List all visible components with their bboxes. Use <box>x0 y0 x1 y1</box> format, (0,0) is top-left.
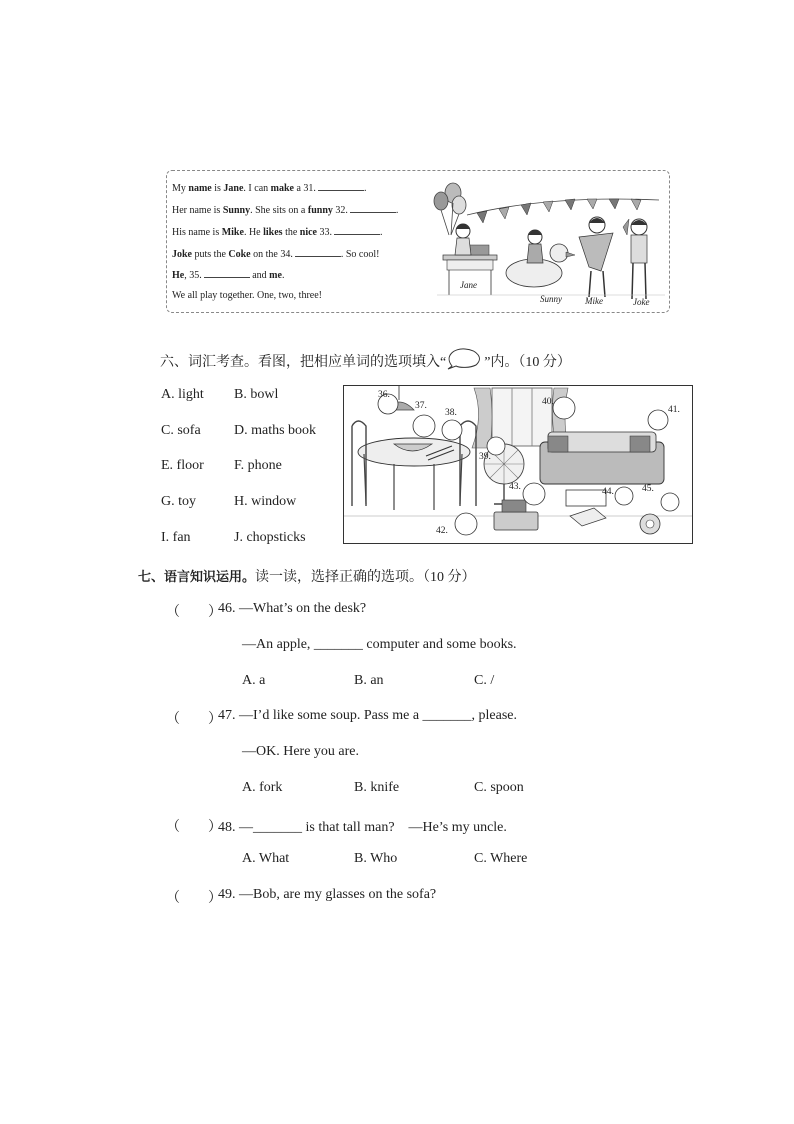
reading-line <box>172 290 322 302</box>
bold-word: Sunny <box>222 205 251 216</box>
reading-line <box>172 247 379 261</box>
pic-number-41: 41. <box>668 405 680 415</box>
reading-box <box>166 170 670 313</box>
name-label-jane: Jane <box>460 280 477 290</box>
bold-word: nice <box>299 227 317 238</box>
pic-number-42: 42. <box>436 526 448 536</box>
text-run: puts the <box>192 249 229 260</box>
question-46-line2: —An apple, _______ computer and some books. <box>242 637 517 652</box>
text-run: the <box>282 227 300 238</box>
bold-word: make <box>270 183 294 194</box>
pic-number-37: 37. <box>415 401 427 411</box>
option-d: D. maths book <box>234 423 317 438</box>
name-label-sunny: Sunny <box>540 294 562 304</box>
text-run: . She sits on a <box>250 205 308 216</box>
question-48-line1: 48. —_______ is that tall man? —He’s my uncle. <box>218 820 507 835</box>
reading-line <box>172 225 383 239</box>
bold-word: Coke <box>228 249 251 260</box>
answer-paren-47[interactable]: （ ） <box>166 712 222 727</box>
question-47-line1: 47. —I’d like some soup. Pass me a _______, please. <box>218 708 518 723</box>
room-illustration <box>344 386 692 543</box>
bold-word: Joke <box>172 249 192 260</box>
text-run: . I can <box>243 183 271 194</box>
text-run: 33. <box>317 227 332 238</box>
speech-bubble-icon <box>446 348 484 370</box>
text-run: , 35. <box>184 270 202 281</box>
pic-number-43: 43. <box>509 482 521 492</box>
option-g: G. toy <box>161 494 196 509</box>
question-49-line1: 49. —Bob, are my glasses on the sofa? <box>218 887 437 902</box>
question-47-choice-b: B. knife <box>354 780 400 795</box>
text-run: . <box>281 270 285 281</box>
text-run: . <box>395 205 399 216</box>
name-label-joke: Joke <box>633 297 650 307</box>
bold-word: He <box>172 270 185 281</box>
question-48-choice-b: B. Who <box>354 851 398 866</box>
text-run: on the 34. <box>250 249 293 260</box>
bold-word: name <box>188 183 212 194</box>
question-48-choice-c: C. Where <box>474 851 528 866</box>
pic-number-44: 44. <box>602 487 614 497</box>
bold-word: funny <box>307 205 333 216</box>
section-7-title-rest: 读一读，选择正确的选项。（10 分） <box>255 570 476 585</box>
text-run: . So cool! <box>340 249 380 260</box>
answer-blank[interactable] <box>350 203 396 213</box>
answer-paren-49[interactable]: （ ） <box>166 891 222 906</box>
text-run: My <box>172 183 189 194</box>
question-48-choice-a: A. What <box>242 851 290 866</box>
pic-number-40: 40. <box>542 397 554 407</box>
text-run: is <box>211 183 224 194</box>
room-picture <box>343 385 693 544</box>
text-run: Her name is <box>172 205 223 216</box>
question-46-choice-b: B. an <box>354 673 384 688</box>
pic-number-39: 39. <box>479 452 491 462</box>
question-46-choice-a: A. a <box>242 673 266 688</box>
text-run: . <box>380 227 383 238</box>
question-46-choice-c: C. / <box>474 673 495 688</box>
option-i: I. fan <box>161 530 191 545</box>
pic-number-36: 36. <box>378 390 390 400</box>
section-6-title-post: ”内。（10 分） <box>484 355 571 370</box>
option-e: E. floor <box>161 458 204 473</box>
answer-paren-46[interactable]: （ ） <box>166 605 222 620</box>
section-6-title-pre: 六、词汇考查。看图，把相应单词的选项填入“ <box>160 355 447 370</box>
text-run: We all play together. One, two, three! <box>172 290 322 301</box>
question-47-line2: —OK. Here you are. <box>242 744 360 759</box>
question-46-line1: 46. —What’s on the desk? <box>218 601 367 616</box>
text-run: . <box>363 183 367 194</box>
question-47-choice-a: A. fork <box>242 780 283 795</box>
bold-word: likes <box>263 227 283 238</box>
option-a: A. light <box>161 387 204 402</box>
answer-blank[interactable] <box>334 225 380 235</box>
name-label-mike: Mike <box>585 296 603 306</box>
option-f: F. phone <box>234 458 282 473</box>
answer-paren-48[interactable]: （ ） <box>166 820 222 835</box>
option-j: J. chopsticks <box>234 530 306 545</box>
bold-word: me <box>269 270 282 281</box>
reading-line <box>172 268 284 282</box>
answer-blank[interactable] <box>204 268 250 278</box>
text-run: His name is <box>172 227 222 238</box>
option-h: H. window <box>234 494 297 509</box>
text-run: 32. <box>332 205 348 216</box>
answer-blank[interactable] <box>295 247 341 257</box>
text-run: and <box>249 270 270 281</box>
text-run: a 31. <box>293 183 316 194</box>
option-b: B. bowl <box>234 387 279 402</box>
text-run: . He <box>243 227 264 238</box>
bold-word: Mike <box>221 227 244 238</box>
reading-line <box>172 181 366 195</box>
reading-line <box>172 203 398 217</box>
pic-number-38: 38. <box>445 408 457 418</box>
section-6-title <box>160 348 571 371</box>
option-c: C. sofa <box>161 423 201 438</box>
question-47-choice-c: C. spoon <box>474 780 524 795</box>
answer-blank[interactable] <box>318 181 364 191</box>
bold-word: Jane <box>223 183 244 194</box>
pic-number-45: 45. <box>642 484 654 494</box>
section-7-title-bold: 七、语言知识运用。 <box>138 570 256 585</box>
section-7-title <box>138 566 476 586</box>
